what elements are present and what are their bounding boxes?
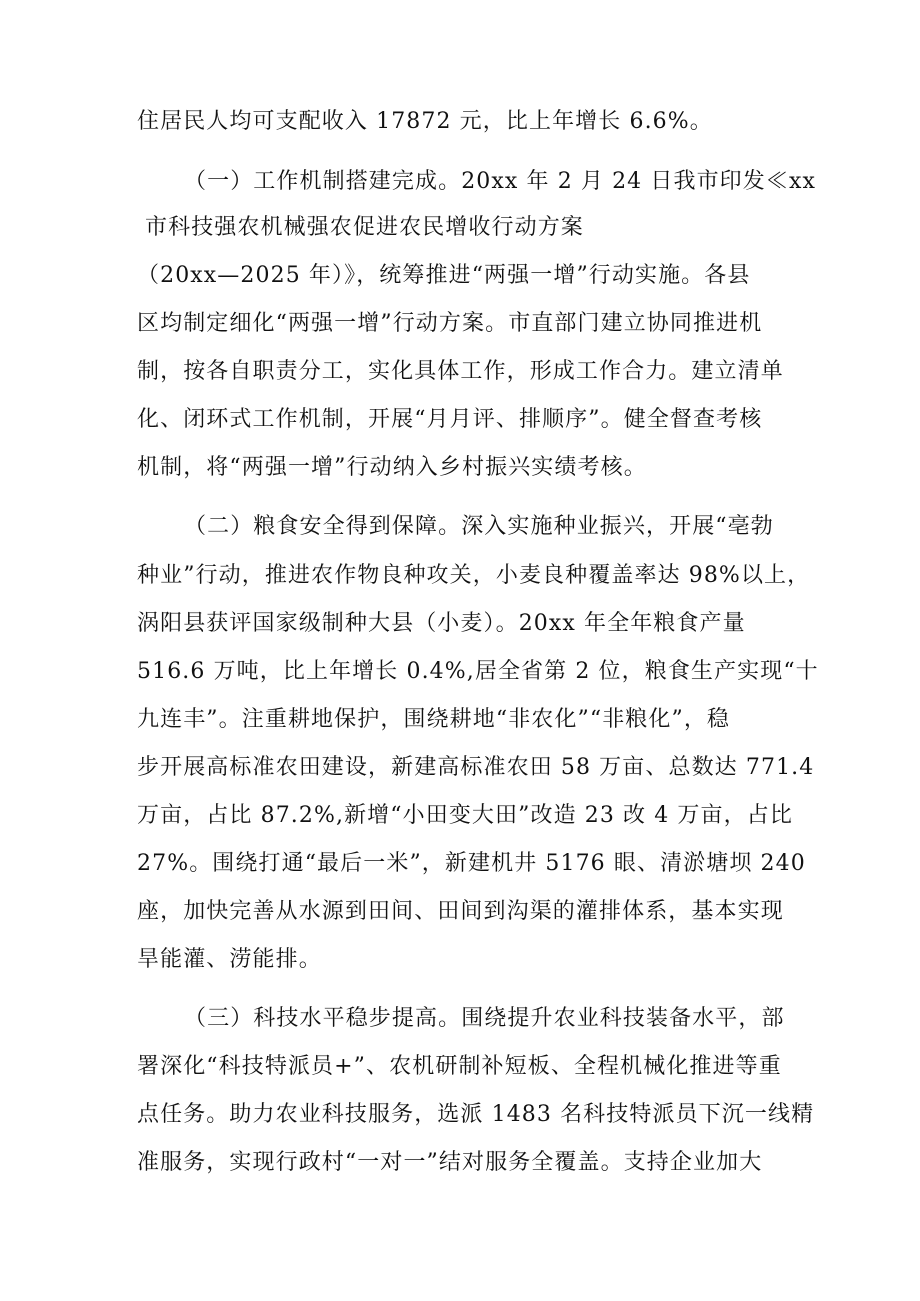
text-line: 住居民人均可支配收入 17872 元，比上年增长 6.6%。 xyxy=(137,109,713,134)
text-line: 准服务，实现行政村“一对一”结对服务全覆盖。支持企业加大 xyxy=(137,1150,763,1175)
text-line: 制，按各自职责分工，实化具体工作，形成工作合力。建立清单 xyxy=(137,359,784,384)
text-line: 区均制定细化“两强一增”行动方案。市直部门建立协同推进机 xyxy=(137,311,763,336)
text-line: 旱能灌、涝能排。 xyxy=(137,947,322,972)
section-3-heading-line: （三）科技水平稳步提高。围绕提升农业科技装备水平，部 xyxy=(184,1006,785,1031)
text-line: 市科技强农机械强农促进农民增收行动方案 xyxy=(145,215,584,240)
text-line: 27%。围绕打通“最后一米”，新建机井 5176 眼、清淤塘坝 240 xyxy=(137,851,806,876)
text-line: （20xx—2025 年）》，统筹推进“两强一增”行动实施。各县 xyxy=(137,263,751,288)
section-2-heading-line: （二）粮食安全得到保障。深入实施种业振兴，开展“亳勃 xyxy=(184,514,774,539)
text-line: 化、闭环式工作机制，开展“月月评、排顺序”。健全督查考核 xyxy=(137,407,763,432)
text-line: 516.6 万吨，比上年增长 0.4%,居全省第 2 位，粮食生产实现“十 xyxy=(137,659,819,684)
text-line: 署深化“科技特派员+”、农机研制补短板、全程机械化推进等重 xyxy=(137,1054,782,1079)
text-line: 万亩，占比 87.2%,新增“小田变大田”改造 23 改 4 万亩，占比 xyxy=(137,803,793,828)
text-line: 点任务。助力农业科技服务，选派 1483 名科技特派员下沉一线精 xyxy=(137,1102,815,1127)
text-line: 座，加快完善从水源到田间、田间到沟渠的灌排体系，基本实现 xyxy=(137,899,784,924)
section-1-heading-line: （一）工作机制搭建完成。20xx 年 2 月 24 日我市印发≪xx xyxy=(184,169,816,194)
text-line: 九连丰”。注重耕地保护，围绕耕地“非农化”“非粮化”，稳 xyxy=(137,707,731,732)
text-line: 机制，将“两强一增”行动纳入乡村振兴实绩考核。 xyxy=(137,455,647,480)
text-line: 步开展高标准农田建设，新建高标准农田 58 万亩、总数达 771.4 xyxy=(137,755,815,780)
text-line: 涡阳县获评国家级制种大县（小麦）。20xx 年全年粮食产量 xyxy=(137,611,746,636)
text-line: 种业”行动，推进农作物良种攻关，小麦良种覆盖率达 98%以上， xyxy=(137,563,811,588)
